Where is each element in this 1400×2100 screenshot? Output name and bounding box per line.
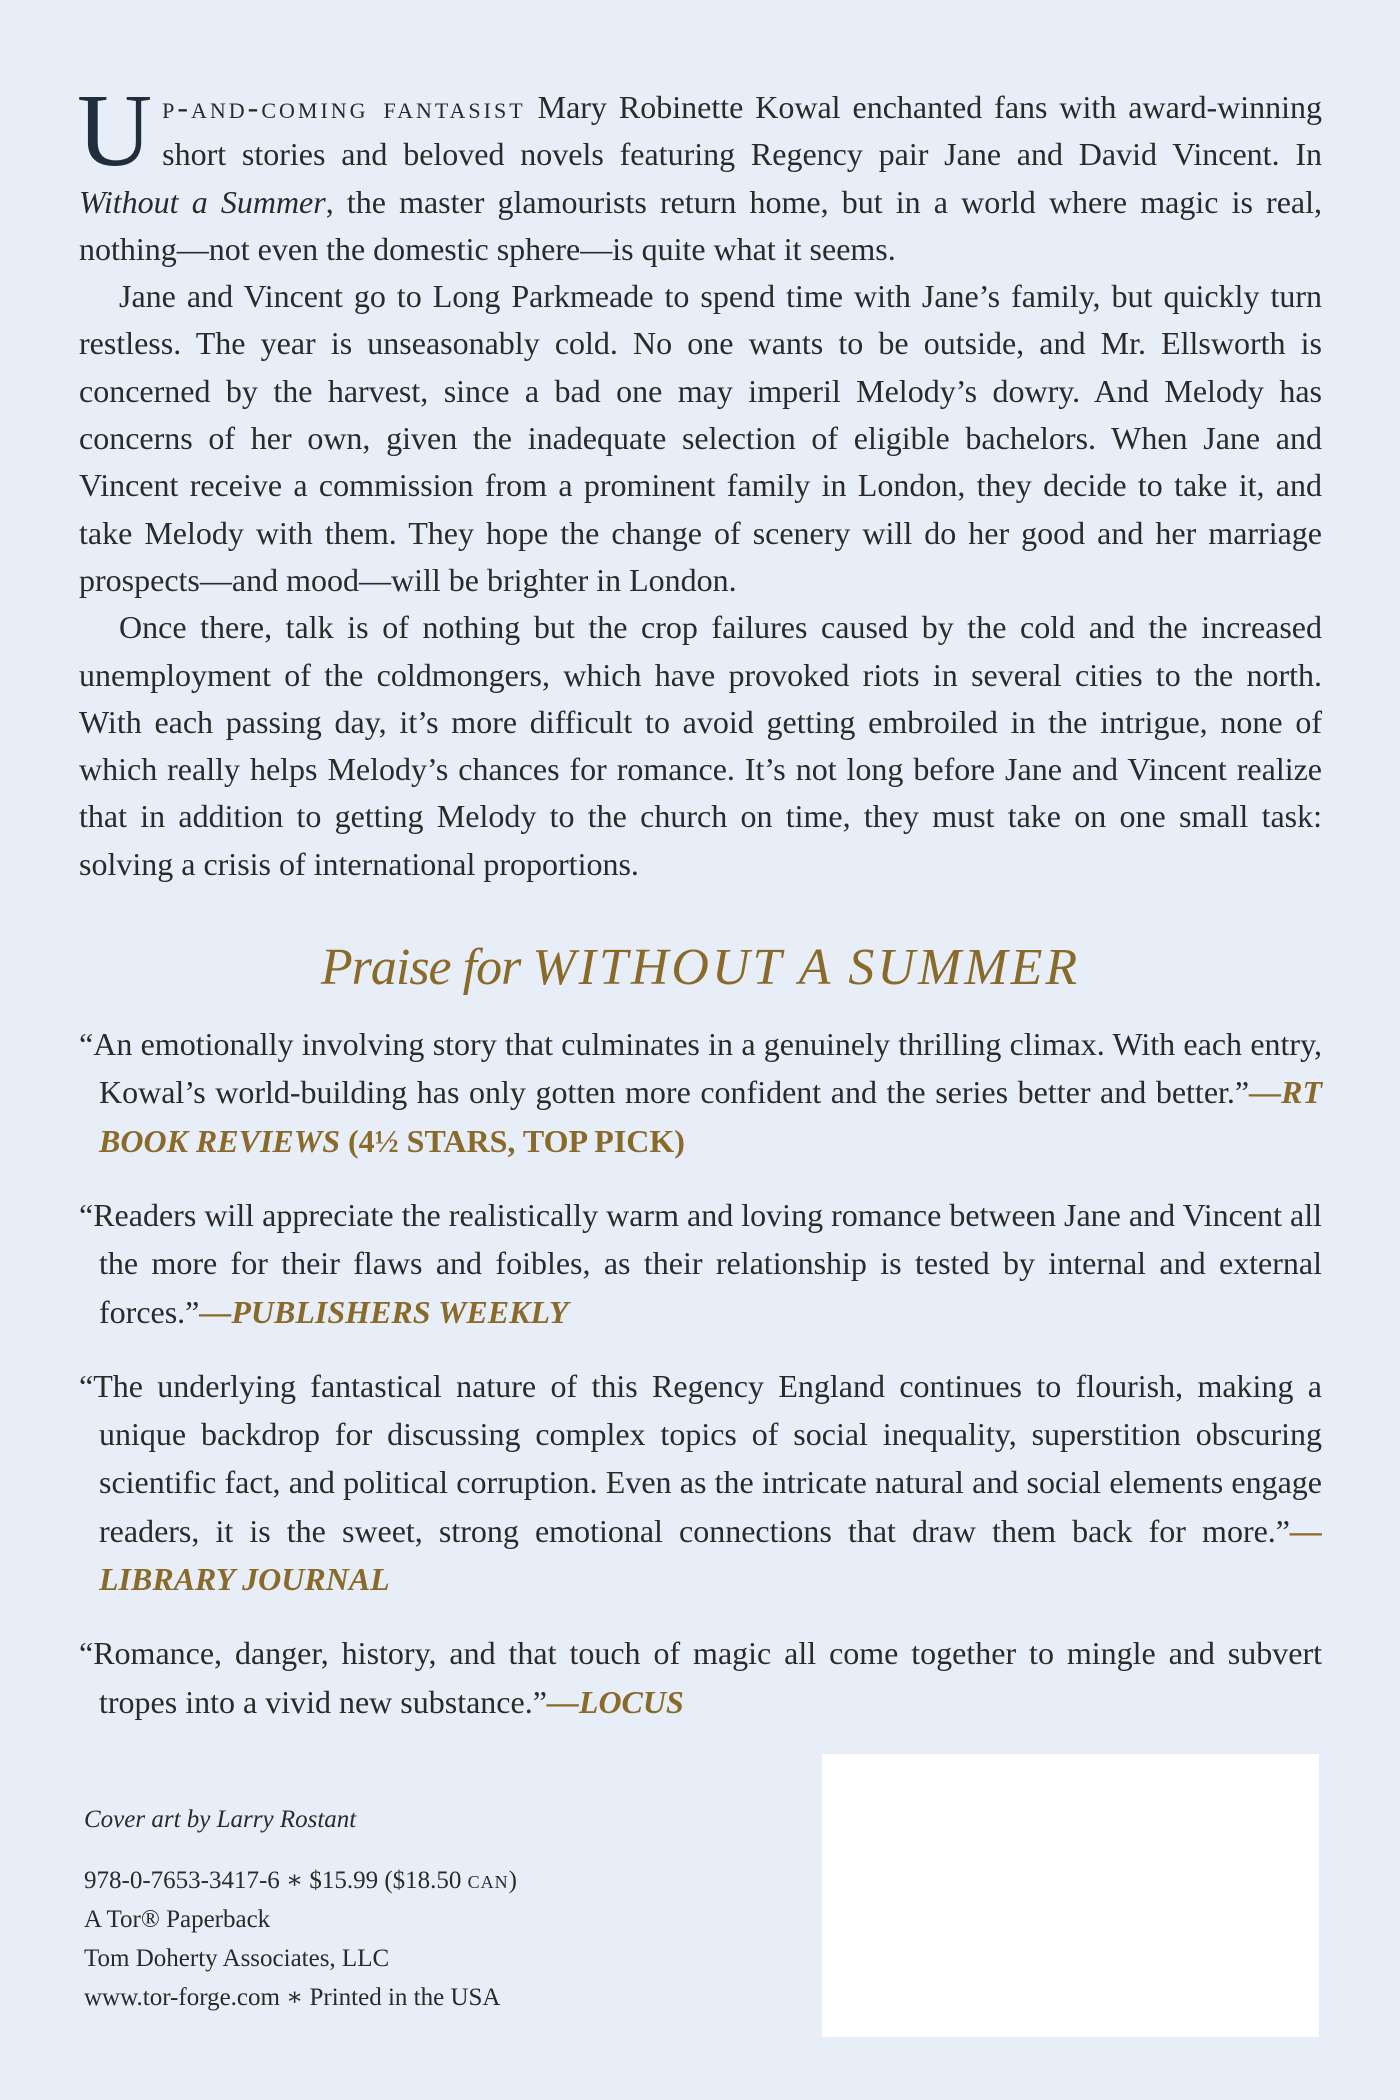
website: www.tor-forge.com [84,1984,280,2011]
praise-heading [79,936,1322,1000]
price-can: ($18.50 can) [384,1867,517,1894]
cover-art-credit: Cover art by Larry Rostant [84,1806,357,1833]
separator-icon: ∗ [286,1867,304,1894]
quote-text: “An emotionally involving story that culminates in a genuinely thrilling climax. With each entry, Kowal’s world-building has only gotten more confident and the series better and better.” [79,1026,1322,1111]
paragraph-1-end: , the master glamourists return home, but in a world where magic is real, nothing—not even the domestic sphere—is quite what it seems. [79,183,1323,267]
praise-quotes [79,1020,1322,1726]
praise-script-label: Praise for [320,939,521,997]
drop-cap-letter: U [77,73,153,188]
quote-text: “Readers will appreciate the realistically warm and loving romance between Jane and Vincent all the more for their flaws and foibles, as their relationship is tested by internal and external forces.” [79,1196,1322,1330]
separator-icon: ∗ [286,1984,304,2011]
description-paragraph-2: Jane and Vincent go to Long Parkmeade to spend time with Jane’s family, but quickly turn restless. The year is unseasonably cold. No one wants to be outside, and Mr. Ellsworth is concerned by the harvest, since a bad one may imperil Melody’s dowry. And Melody has concerns of her own, given the inadequate selection of eligible bachelors. When Jane and Vincent receive a commission from a prominent family in London, they decide to take it, and take Melody with them. They hope the change of scenery will do her good and her marriage prospects—and mood—will be brighter in London. [79,278,1322,598]
quote-source: —LIBRARY JOURNAL [99,1512,1322,1598]
description-paragraph-1 [77,73,1323,273]
isbn-price-line [84,1861,517,1900]
praise-quote-4 [79,1629,1322,1726]
quote-source: —PUBLISHERS WEEKLY [199,1293,569,1330]
praise-quote-1 [79,1020,1322,1165]
book-description [77,73,1323,888]
quote-source: —RT BOOK REVIEWS (4½ STARS, TOP PICK) [99,1074,1322,1159]
praise-book-title: WITHOUT A SUMMER [532,939,1081,997]
website-printed-line [84,1978,517,2017]
book-title-inline: Without a Summer [79,183,326,220]
printed-location: Printed in the USA [309,1984,501,2011]
publishing-info [84,1800,517,2017]
quote-source: —LOCUS [546,1683,684,1720]
praise-quote-2 [79,1191,1322,1336]
imprint: A Tor® Paperback [84,1906,271,1933]
paragraph-1-text: Mary Robinette Kowal enchanted fans with award-winning short stories and beloved novels featuring Regency pair Jane and David Vincent. In [162,89,1322,173]
isbn: 978-0-7653-3417-6 [84,1867,280,1894]
quote-text: “The underlying fantastical nature of this Regency England continues to flourish, making a unique backdrop for discussing complex topics of social inequality, superstition obscuring scientific fact, and political corruption. Even as the intricate natural and social elements engage readers, it is the sweet, strong emotional connections that draw them back for more.” [79,1367,1322,1549]
praise-quote-3 [79,1362,1322,1603]
price-us: $15.99 [309,1867,379,1894]
description-paragraph-3: Once there, talk is of nothing but the crop failures caused by the cold and the increased unemployment of the coldmongers, which have provoked riots in several cities to the north. With each passing day, it’s more difficult to avoid getting embroiled in the intrigue, none of which really helps Melody’s chances for romance. It’s not long before Jane and Vincent realize that in addition to getting Melody to the church on time, they must take on one small task: solving a crisis of international proportions. [79,609,1322,882]
opening-smallcaps: p-and-coming fantasist [162,89,526,125]
publisher: Tom Doherty Associates, LLC [84,1945,390,1972]
quote-text: “Romance, danger, history, and that touch of magic all come together to mingle and subvert tropes into a vivid new substance.” [79,1635,1322,1720]
barcode-area [822,1754,1319,2037]
